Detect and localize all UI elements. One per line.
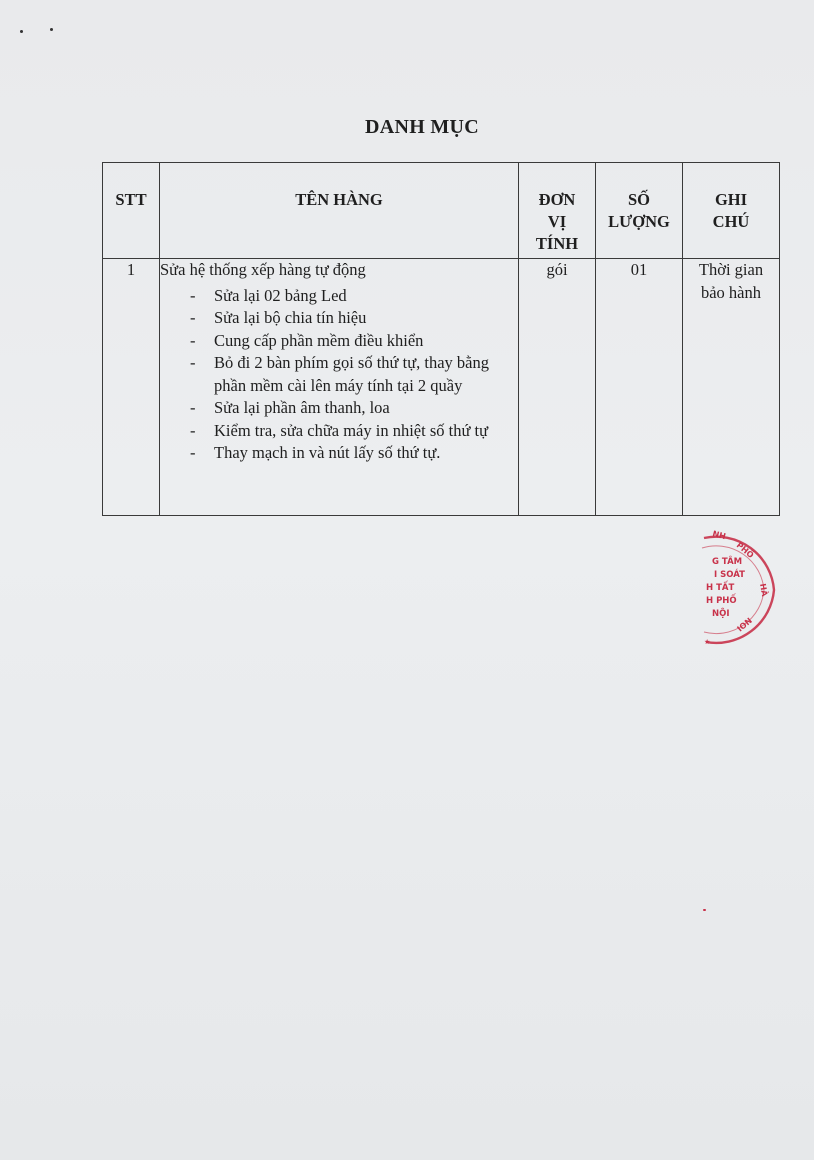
svg-text:ION: ION bbox=[735, 616, 754, 634]
row-note: Thời gian bảo hành bbox=[683, 259, 780, 516]
row-item-name: Sửa hệ thống xếp hàng tự động bbox=[160, 260, 366, 279]
red-seal-stamp bbox=[700, 520, 780, 650]
catalog-table bbox=[102, 162, 780, 516]
svg-text:H TẤT: H TẤT bbox=[706, 583, 735, 593]
list-item: - Sửa lại phần âm thanh, loa bbox=[190, 397, 518, 420]
svg-text:G TÂM: G TÂM bbox=[712, 557, 743, 567]
header-note: GHI CHÚ bbox=[683, 163, 780, 259]
list-item: - Kiểm tra, sửa chữa máy in nhiệt số thứ tự bbox=[190, 420, 518, 443]
svg-text:I SOÁT: I SOÁT bbox=[714, 570, 745, 580]
svg-text:NH: NH bbox=[711, 529, 727, 542]
svg-text:H PHỐ: H PHỐ bbox=[706, 596, 737, 606]
row-item-cell bbox=[160, 259, 519, 516]
svg-text:HÀ: HÀ bbox=[758, 582, 770, 598]
row-quantity: 01 bbox=[596, 259, 683, 516]
table-row bbox=[103, 259, 780, 516]
svg-text:PHỐ: PHỐ bbox=[734, 540, 756, 560]
header-quantity: SỐ LƯỢNG bbox=[596, 163, 683, 259]
header-stt: STT bbox=[103, 163, 160, 259]
scan-specks bbox=[20, 28, 60, 34]
list-item: - Sửa lại bộ chia tín hiệu bbox=[190, 307, 518, 330]
list-item: - Bỏ đi 2 bàn phím gọi số thứ tự, thay bằng phần mềm cài lên máy tính tại 2 quầy bbox=[190, 352, 518, 397]
list-item: - Thay mạch in và nút lấy số thứ tự. bbox=[190, 442, 518, 465]
list-item: - Sửa lại 02 bảng Led bbox=[190, 285, 518, 308]
row-unit: gói bbox=[519, 259, 596, 516]
document-title: DANH MỤC bbox=[364, 116, 480, 138]
table-header-row bbox=[103, 163, 780, 259]
ink-mark bbox=[703, 909, 706, 911]
list-item: - Cung cấp phần mềm điều khiển bbox=[190, 330, 518, 353]
header-item-name: TÊN HÀNG bbox=[160, 163, 519, 259]
row-stt: 1 bbox=[103, 259, 160, 516]
header-unit: ĐƠN VỊ TÍNH bbox=[519, 163, 596, 259]
svg-text:NỘI: NỘI bbox=[712, 609, 730, 619]
task-list bbox=[160, 285, 518, 465]
svg-text:★: ★ bbox=[704, 638, 711, 646]
